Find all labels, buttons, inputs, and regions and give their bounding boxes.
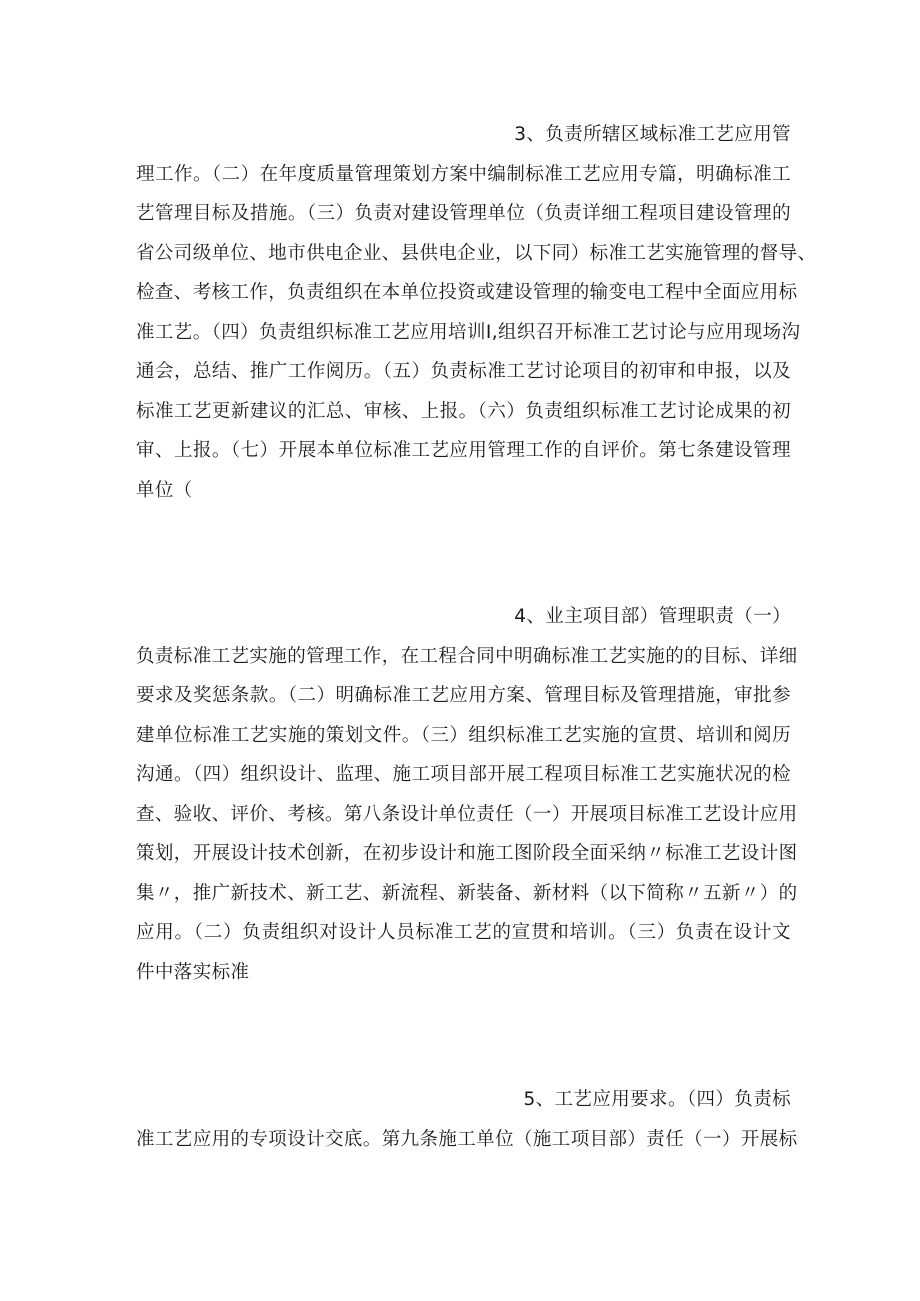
paragraph-line: 单位（ [136,479,193,501]
section-heading: 4、业主项目部）管理职责（一） [514,606,791,627]
section-3 [136,115,817,510]
paragraph-line: 标准工艺更新建议的汇总、审核、上报。（六）负责组织标准工艺讨论成果的初 [136,400,791,422]
section-heading: 5、工艺应用要求。（四）负责标 [523,1089,791,1110]
paragraph-line: 应用。（二）负责组织对设计人员标准工艺的宣贯和培训。（三）负责在设计文 [136,922,791,943]
section-heading: 3、负责所辖区域标准工艺应用管 [514,124,791,145]
paragraph-line: 要求及奖惩条款。（二）明确标准工艺应用方案、管理目标及管理措施，审批参 [136,685,791,706]
paragraph-line: 建单位标准工艺实施的策划文件。（三）组织标准工艺实施的宣贯、培训和阅历 [136,724,791,746]
section-5 [136,1080,798,1159]
paragraph-line: 理工作。（二）在年度质量管理策划方案中编制标准工艺应用专篇，明确标准工 [136,163,791,185]
section-4 [136,597,798,992]
paragraph-line: 集〃，推广新技术、新工艺、新流程、新装备、新材料（以下简称〃五新〃）的 [136,882,798,904]
paragraph-line: 查、验收、评价、考核。第八条设计单位责任（一）开展项目标准工艺设计应用 [136,803,798,825]
paragraph-line: 通会，总结、推广工作阅历。（五）负责标准工艺讨论项目的初审和申报，以及 [136,361,791,382]
paragraph-line: 艺管理目标及措施。（三）负责对建设管理单位（负责详细工程项目建设管理的 [136,203,791,224]
paragraph-line: 准工艺应用的专项设计交底。第九条施工单位（施工项目部）责任（一）开展标 [136,1128,798,1150]
paragraph-line: 件中落实标准 [136,961,250,983]
paragraph-line: 审、上报。（七）开展本单位标准工艺应用管理工作的自评价。第七条建设管理 [136,440,791,461]
paragraph-line: 沟通。（四）组织设计、监理、施工项目部开展工程项目标准工艺实施状况的检 [136,764,791,785]
paragraph-line: 省公司级单位、地市供电企业、县供电企业，以下同）标准工艺实施管理的督导、 [136,242,817,264]
paragraph-line: 策划，开展设计技术创新，在初步设计和施工图阶段全面采纳〃标准工艺设计图 [136,843,798,864]
paragraph-line: 检查、考核工作，负责组织在本单位投资或建设管理的输变电工程中全面应用标 [136,282,798,303]
paragraph-line: 负责标准工艺实施的管理工作，在工程合同中明确标准工艺实施的的目标、详细 [136,645,798,667]
paragraph-line: 准工艺。（四）负责组织标准工艺应用培训Ⅰ,组织召开标准工艺讨论与应用现场沟 [136,321,801,343]
